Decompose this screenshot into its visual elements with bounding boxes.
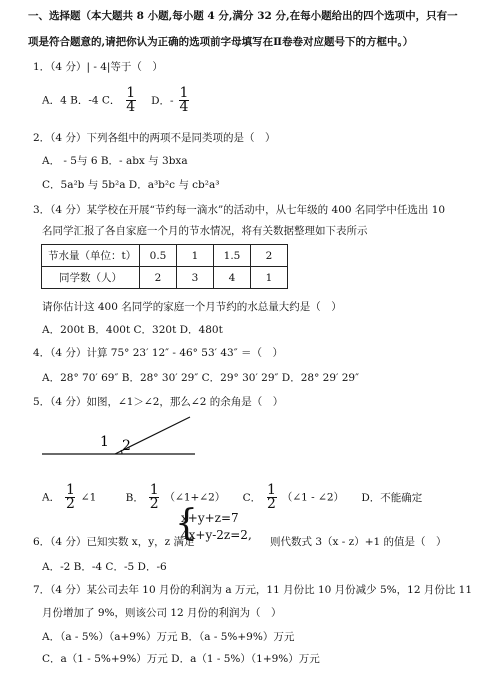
table-cell: 3 xyxy=(177,267,214,289)
table-cell: 1.5 xyxy=(214,245,251,267)
q7-options-ab: A．（a - 5%）（a+9%）万元 B．（a - 5%+9%）万元 xyxy=(42,631,295,643)
equation-2: 4x+y-2z=2, xyxy=(181,528,252,542)
table-row xyxy=(42,267,288,289)
half-fraction: $\frac{1}{2}$ xyxy=(65,482,75,512)
q1-fraction: $\frac{1}{4}$ xyxy=(126,85,136,115)
equation-brace: { xyxy=(175,503,198,544)
q2-options-ab: A． - 5与 6 B．- abx 与 3bxa xyxy=(42,155,188,167)
q7-options-cd: C．a（1 - 5%+9%）万元 D．a（1 - 5%）（1+9%）万元 xyxy=(42,653,320,665)
q4-stem: 4．（4 分）计算 75° 23′ 12″ - 46° 53′ 43″ ＝（ ） xyxy=(33,347,283,359)
q5-stem: 5．（4 分）如图，∠1＞∠2，那么∠2 的余角是（ ） xyxy=(33,396,284,408)
section-header-line1: 一、选择题（本大题共 8 小题,每小题 4 分,满分 32 分,在每小题给出的四个选项中，只有一 xyxy=(28,10,458,22)
q7-stem-line1: 7．（4 分）某公司去年 10 月份的利润为 a 万元，11 月份比 10 月份减少 5%，12 月份比 11 xyxy=(33,584,473,596)
q1-stem: 1．（4 分）| - 4|等于（ ） xyxy=(33,61,163,73)
q5-angle-figure xyxy=(40,412,200,462)
q2-stem: 2．（4 分）下列各组中的两项不是同类项的是（ ） xyxy=(33,132,276,144)
table-cell: 1 xyxy=(251,267,288,289)
q3-stem-line2: 名同学汇报了各自家庭一个月的节水情况，将有关数据整理如下表所示 xyxy=(42,225,368,237)
table-row xyxy=(42,245,288,267)
section-header-line2: 项是符合题意的,请把你认为正确的选项前字母填写在Ⅱ卷卷对应题号下的方框中。） xyxy=(28,36,414,48)
q6-stem-pre: 6．（4 分）已知实数 x，y，z 满足 xyxy=(33,536,195,548)
q1-options: A．4 B．-4 C． $\frac{1}{4}$ D．- $\frac{1}{4}$ xyxy=(42,85,189,115)
half-fraction: $\frac{1}{2}$ xyxy=(267,482,276,512)
q3-options: A．200t B．400t C．320t D．480t xyxy=(42,324,223,336)
q7-stem-line2: 月份增加了 9%，则该公司 12 月份的利润为（ ） xyxy=(42,607,282,619)
q6-options: A．-2 B．-4 C．-5 D．-6 xyxy=(42,561,167,573)
q2-options-cd: C．5a²b 与 5b²a D．a³b²c 与 cb²a³ xyxy=(42,179,220,191)
equation-1: x+y+z=7 xyxy=(181,511,239,525)
angle-2-label: 2 xyxy=(122,438,131,454)
table-cell: 节水量（单位：t） xyxy=(42,245,140,267)
q1-fraction-d: $\frac{1}{4}$ xyxy=(179,85,189,115)
q5-options: A． $\frac{1}{2}$ ∠1 B． $\frac{1}{2}$ （∠1+∠2） C． $\frac{1}{2}$ （∠1 - ∠2） D．不能确定 xyxy=(42,482,423,512)
table-cell: 1 xyxy=(177,245,214,267)
table-cell: 2 xyxy=(251,245,288,267)
half-fraction: $\frac{1}{2}$ xyxy=(149,482,159,512)
q3-stem-line1: 3．（4 分）某学校在开展“节约每一滴水”的活动中，从七年级的 400 名同学中任选出 10 xyxy=(33,204,446,216)
table-cell: 0.5 xyxy=(140,245,177,267)
q3-question: 请你估计这 400 名同学的家庭一个月节约的水总量大约是（ ） xyxy=(42,301,342,313)
table-cell: 同学数（人） xyxy=(42,267,140,289)
table-cell: 2 xyxy=(140,267,177,289)
q6-stem-post: 则代数式 3（x - z）+1 的值是（ ） xyxy=(270,536,447,548)
angle-1-label: 1 xyxy=(100,434,109,450)
q3-data-table xyxy=(41,244,288,289)
q4-options: A．28° 70′ 69″ B．28° 30′ 29″ C．29° 30′ 29″ D．28° 29′ 29″ xyxy=(42,372,360,384)
table-cell: 4 xyxy=(214,267,251,289)
